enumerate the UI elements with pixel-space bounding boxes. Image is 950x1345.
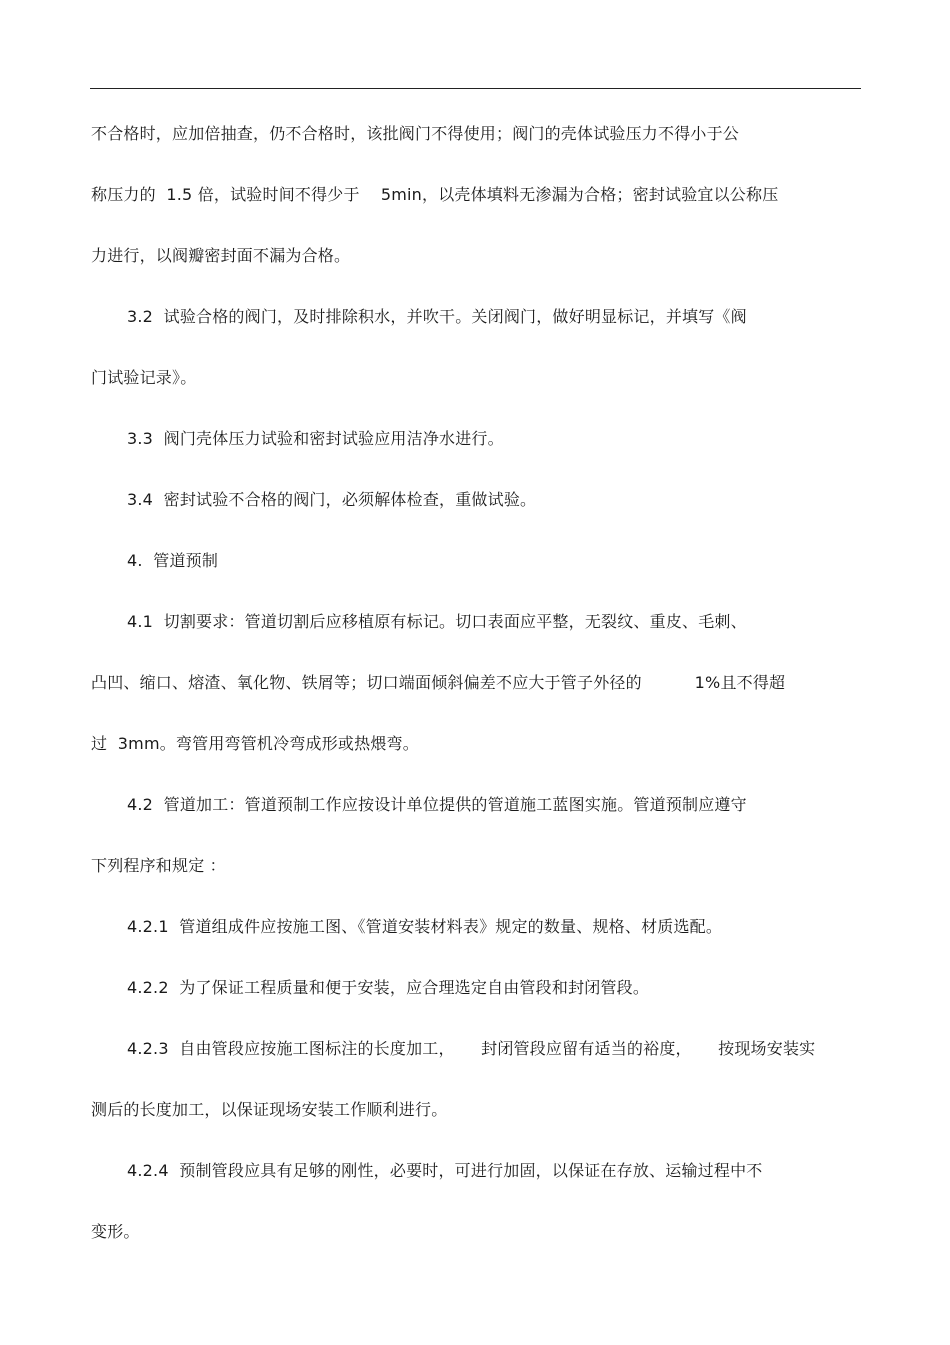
text-line-9: 4.1 切割要求：管道切割后应移植原有标记。切口表面应平整，无裂纹、重皮、毛刺、 xyxy=(127,612,747,631)
section-heading-4: 4. 管道预制 xyxy=(127,551,219,570)
text-line-4: 3.2 试验合格的阀门，及时排除积水，并吹干。关闭阀门，做好明显标记，并填写《阀 xyxy=(127,307,747,326)
text-line-13: 下列程序和规定 ： xyxy=(91,856,226,875)
header-rule xyxy=(90,88,861,89)
text-line-11: 过 3mm。弯管用弯管机冷弯成形或热煨弯。 xyxy=(91,734,419,753)
text-line-16: 4.2.3 自由管段应按施工图标注的长度加工， 封闭管段应留有适当的裕度， 按现场安装实 xyxy=(127,1039,816,1058)
text-line-17: 测后的长度加工，以保证现场安装工作顺利进行。 xyxy=(91,1100,448,1119)
text-line-15: 4.2.2 为了保证工程质量和便于安装，应合理选定自由管段和封闭管段。 xyxy=(127,978,650,997)
text-line-3: 力进行，以阀瓣密封面不漏为合格。 xyxy=(91,246,351,265)
text-line-18: 4.2.4 预制管段应具有足够的刚性，必要时，可进行加固，以保证在存放、运输过程中不 xyxy=(127,1161,763,1180)
text-line-14: 4.2.1 管道组成件应按施工图、《管道安装材料表》规定的数量、规格、材质选配。 xyxy=(127,917,723,936)
text-line-19: 变形。 xyxy=(91,1222,140,1241)
text-line-7: 3.4 密封试验不合格的阀门，必须解体检查，重做试验。 xyxy=(127,490,537,509)
text-line-6: 3.3 阀门壳体压力试验和密封试验应用洁净水进行。 xyxy=(127,429,504,448)
text-line-5: 门试验记录》。 xyxy=(91,368,197,387)
text-line-1: 不合格时，应加倍抽查，仍不合格时，该批阀门不得使用；阀门的壳体试验压力不得小于公 xyxy=(91,124,740,143)
text-line-2: 称压力的 1.5 倍，试验时间不得少于 5min，以壳体填料无渗漏为合格；密封试验宜以公称压 xyxy=(91,185,779,204)
text-line-10: 凸凹、缩口、熔渣、氧化物、铁屑等；切口端面倾斜偏差不应大于管子外径的 1%且不得超 xyxy=(91,673,786,692)
text-line-12: 4.2 管道加工：管道预制工作应按设计单位提供的管道施工蓝图实施。管道预制应遵守 xyxy=(127,795,747,814)
